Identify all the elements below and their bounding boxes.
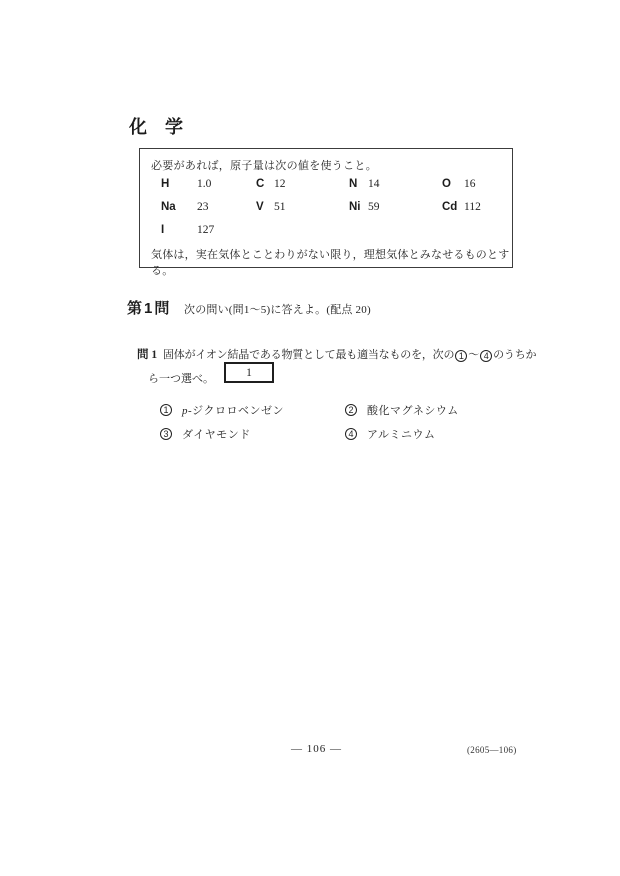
element-symbol: Na [161,201,176,213]
option-label: p-ジクロロベンゼン [182,405,284,417]
gas-note: 気体は，実在気体とことわりがない限り，理想気体とみなせるものとする。 [151,249,510,277]
option-label: ダイヤモンド [182,429,251,441]
answer-box [224,362,274,383]
element-value: 112 [464,201,481,213]
atomic-weight-note: 必要があれば，原子量は次の値を使うこと。 [151,160,377,172]
element-value: 16 [464,178,476,190]
element-symbol: Cd [442,201,458,213]
element-symbol: O [442,178,451,190]
page-number: — 106 — [291,743,342,755]
booklet-code: (2605—106) [467,745,517,755]
element-value: 23 [197,201,209,213]
circled-number-1-icon: 1 [160,404,172,416]
element-value: 59 [368,201,380,213]
circled-number-4-icon: 4 [480,350,492,362]
element-value: 14 [368,178,380,190]
element-value: 51 [274,201,286,213]
question-text-line2: ら一つ選べ。 [148,373,214,385]
section-heading: 第1問 [127,300,172,317]
element-symbol: C [256,178,265,190]
element-symbol: Ni [349,201,361,213]
element-value: 12 [274,178,286,190]
option-item-1 [160,402,284,418]
question-text-line1 [163,346,536,362]
element-symbol: V [256,201,264,213]
element-value: 127 [197,224,215,236]
page-title: 化 学 [129,117,183,137]
element-symbol: H [161,178,170,190]
question-label: 問 1 [137,349,158,361]
element-value: 1.0 [197,178,212,190]
section-instruction: 次の問い(問1～5)に答えよ。(配点 20) [184,304,371,316]
circled-number-4-icon: 4 [345,428,357,440]
option-item-2 [345,402,459,418]
option-item-4 [345,426,435,442]
atomic-weight-box [139,148,513,277]
circled-number-2-icon: 2 [345,404,357,416]
element-symbol: N [349,178,358,190]
question-text-part1: 固体がイオン結晶である物質として最も適当なものを，次の [163,349,455,361]
option-item-3 [160,426,251,442]
question-text-part2: のうちか [493,349,537,361]
circled-number-3-icon: 3 [160,428,172,440]
circled-number-1-icon: 1 [455,350,467,362]
range-tilde: ～ [468,349,480,361]
option-label: 酸化マグネシウム [367,405,459,417]
option-label: アルミニウム [367,429,436,441]
element-symbol: I [161,224,165,236]
answer-box-number: 1 [246,366,252,379]
